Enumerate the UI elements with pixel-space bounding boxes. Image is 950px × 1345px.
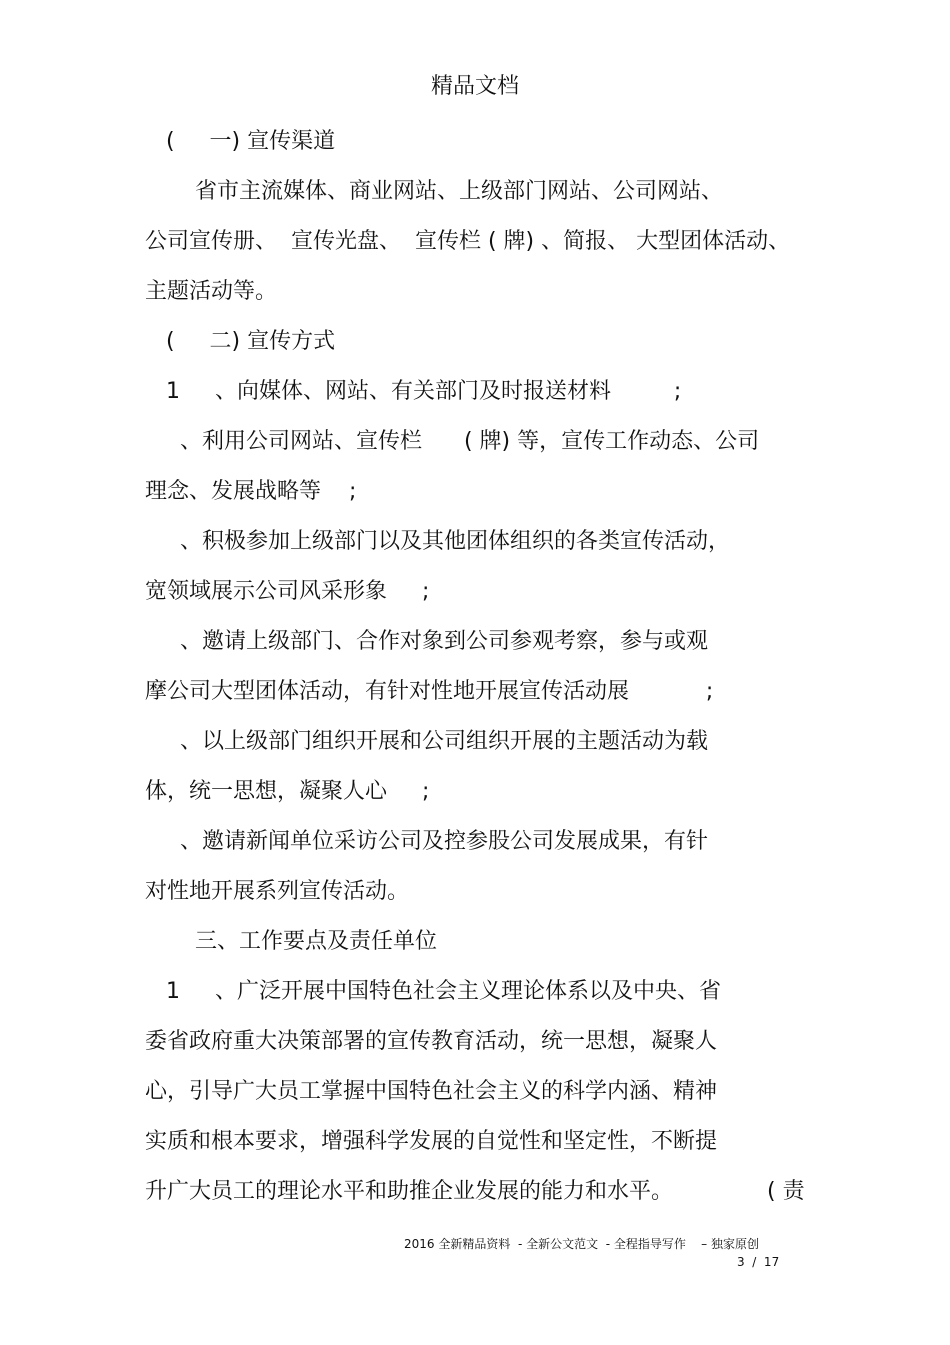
- section-heading-methods: ( 二) 宣传方式: [166, 329, 336, 354]
- list-item: 1 、向媒体、网站、有关部门及时报送材料 ;: [166, 379, 682, 404]
- section-heading-channels: ( 一) 宣传渠道: [166, 129, 336, 154]
- paragraph-line: 公司宣传册、 宣传光盘、 宣传栏 ( 牌) 、简报、 大型团体活动、: [145, 229, 791, 254]
- paragraph-line: 省市主流媒体、商业网站、上级部门网站、公司网站、: [195, 179, 724, 204]
- paragraph-line: 对性地开展系列宣传活动。: [145, 879, 410, 904]
- list-item: 、邀请上级部门、合作对象到公司参观考察，参与或观: [180, 629, 709, 654]
- page-header-title: 精品文档: [430, 74, 519, 99]
- paragraph-line: 宽领域展示公司风采形象 ;: [145, 579, 430, 604]
- list-item: 、以上级部门组织开展和公司组织开展的主题活动为载: [180, 729, 709, 754]
- paragraph-line: 委省政府重大决策部署的宣传教育活动，统一思想，凝聚人: [145, 1029, 718, 1054]
- paragraph-line-tail: ( 责: [767, 1179, 805, 1204]
- paragraph-line: 升广大员工的理论水平和助推企业发展的能力和水平。: [145, 1179, 674, 1204]
- footer-tagline: 2016 全新精品资料 - 全新公文范文 - 全程指导写作 – 独家原创: [404, 1237, 759, 1251]
- paragraph-line: 主题活动等。: [145, 279, 278, 304]
- list-item: 、利用公司网站、宣传栏 ( 牌) 等，宣传工作动态、公司: [180, 429, 760, 454]
- paragraph-line: 实质和根本要求，增强科学发展的自觉性和坚定性，不断提: [145, 1129, 718, 1154]
- paragraph-line: 体，统一思想，凝聚人心 ;: [145, 779, 430, 804]
- paragraph-line: 摩公司大型团体活动，有针对性地开展宣传活动展 ;: [145, 679, 714, 704]
- section-heading-key-points: 三、工作要点及责任单位: [195, 929, 438, 954]
- list-item: 、邀请新闻单位采访公司及控参股公司发展成果，有针: [180, 829, 709, 854]
- list-item: 、积极参加上级部门以及其他团体组织的各类宣传活动，: [180, 529, 731, 554]
- paragraph-line: 心，引导广大员工掌握中国特色社会主义的科学内涵、精神: [145, 1079, 718, 1104]
- page-number: 3 / 17: [737, 1255, 780, 1269]
- paragraph-line: 理念、发展战略等 ;: [145, 479, 357, 504]
- list-item: 1 、广泛开展中国特色社会主义理论体系以及中央、省: [166, 979, 721, 1004]
